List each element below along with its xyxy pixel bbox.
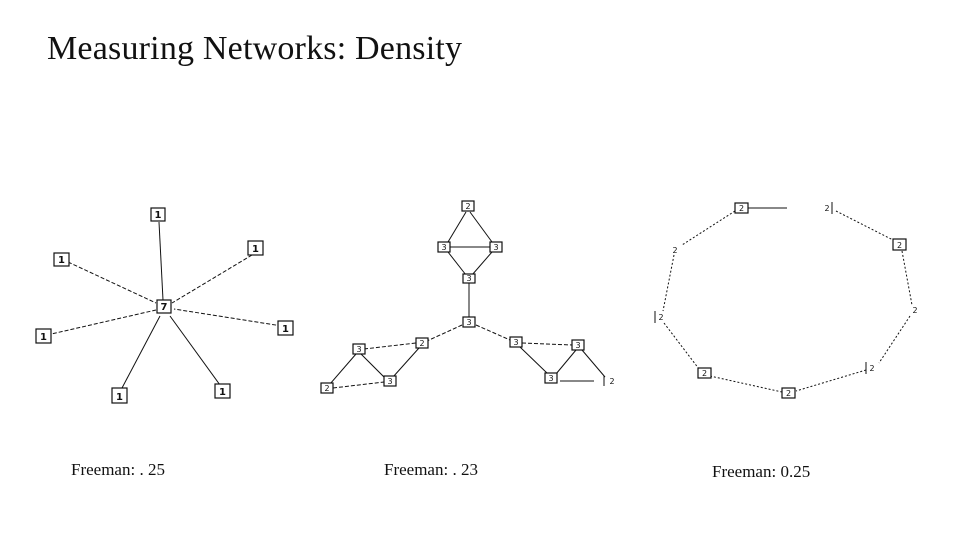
cluster-node xyxy=(416,338,428,348)
node-label: 7 xyxy=(160,302,168,313)
star-density-caption: Freeman: . 25 xyxy=(71,460,165,479)
cluster-edge xyxy=(472,252,492,275)
star-leaf-node xyxy=(112,388,127,403)
cluster-node xyxy=(438,242,450,252)
node-label: 2 xyxy=(701,369,708,378)
circle-edge xyxy=(664,323,699,369)
node-label: 2 xyxy=(824,204,830,213)
node-label: 3 xyxy=(548,374,554,383)
cluster-node xyxy=(321,383,333,393)
star-leaf-node xyxy=(248,241,263,255)
node-label: 2 xyxy=(419,339,425,348)
cluster-edge xyxy=(330,354,356,384)
cluster-density-caption: Freeman: . 23 xyxy=(384,460,478,479)
node-label: 3 xyxy=(466,274,472,283)
node-label: 3 xyxy=(493,243,499,252)
cluster-edge xyxy=(582,350,605,377)
circle-edge xyxy=(902,251,912,305)
star-edge xyxy=(170,316,220,385)
node-label: 3 xyxy=(513,338,519,347)
cluster-edge xyxy=(360,353,384,377)
cluster-network xyxy=(321,201,615,393)
circle-edge xyxy=(879,316,910,363)
cluster-edge xyxy=(476,325,510,340)
cluster-center-node xyxy=(463,317,475,327)
node-label: 2 xyxy=(609,377,615,386)
star-edge xyxy=(172,255,252,303)
cluster-node xyxy=(572,340,584,350)
cluster-edge xyxy=(522,343,572,345)
node-label: 2 xyxy=(658,313,664,322)
star-leaf-node xyxy=(36,329,51,343)
star-edge xyxy=(47,310,156,335)
cluster-node xyxy=(604,376,615,386)
circle-node xyxy=(824,202,832,214)
star-edge xyxy=(68,262,156,303)
star-leaf-node xyxy=(151,208,165,221)
circle-edge xyxy=(836,211,893,240)
star-leaf-node xyxy=(215,384,230,398)
node-label: 3 xyxy=(356,345,362,354)
node-label: 2 xyxy=(785,389,792,398)
circle-network xyxy=(655,202,918,398)
node-label: 1 xyxy=(282,324,289,335)
cluster-edge xyxy=(448,252,466,275)
node-label: 2 xyxy=(465,202,471,211)
circle-node xyxy=(893,239,906,250)
node-label: 3 xyxy=(575,341,581,350)
node-label: 2 xyxy=(738,204,745,213)
cluster-node xyxy=(490,242,502,252)
cluster-node xyxy=(353,344,365,354)
star-edge xyxy=(159,222,163,300)
node-label: 1 xyxy=(40,332,47,343)
circle-node xyxy=(655,311,664,323)
node-label: 1 xyxy=(252,244,259,255)
node-label: 1 xyxy=(154,210,162,221)
circle-edge xyxy=(710,376,782,392)
cluster-node xyxy=(510,337,522,347)
cluster-edge xyxy=(333,382,384,388)
cluster-edge xyxy=(364,343,416,349)
node-label: 3 xyxy=(387,377,393,386)
node-label: 1 xyxy=(116,392,123,403)
cluster-node xyxy=(545,373,557,383)
node-label: 3 xyxy=(466,318,472,327)
slide-title: Measuring Networks: Density xyxy=(47,30,463,67)
node-label: 2 xyxy=(869,364,875,373)
circle-node xyxy=(912,306,917,315)
circle-density-caption: Freeman: 0.25 xyxy=(712,462,811,481)
star-network xyxy=(36,208,293,403)
star-leaf-node xyxy=(278,321,293,335)
cluster-edge xyxy=(448,212,466,242)
circle-node xyxy=(866,362,875,374)
circle-node xyxy=(782,388,795,398)
node-label: 2 xyxy=(324,384,330,393)
cluster-node xyxy=(384,376,396,386)
node-label: 1 xyxy=(58,255,65,266)
circle-edge xyxy=(796,370,866,391)
cluster-edge xyxy=(427,325,462,341)
star-edge xyxy=(174,309,282,326)
cluster-edge xyxy=(393,348,419,377)
cluster-edge xyxy=(470,212,492,242)
circle-node xyxy=(672,246,677,255)
circle-edge xyxy=(663,255,674,311)
star-hub-node xyxy=(157,300,171,313)
cluster-node xyxy=(462,201,474,211)
cluster-edge xyxy=(556,350,576,374)
cluster-node xyxy=(463,274,475,283)
star-edge xyxy=(122,316,160,388)
star-leaf-node xyxy=(54,253,69,266)
node-label: 2 xyxy=(896,241,903,250)
circle-edge xyxy=(682,211,735,245)
circle-node xyxy=(698,368,711,378)
node-label: 3 xyxy=(441,243,447,252)
node-label: 2 xyxy=(912,306,918,315)
cluster-edge xyxy=(520,347,548,374)
node-label: 2 xyxy=(672,246,678,255)
circle-node xyxy=(735,203,748,213)
node-label: 1 xyxy=(219,387,226,398)
